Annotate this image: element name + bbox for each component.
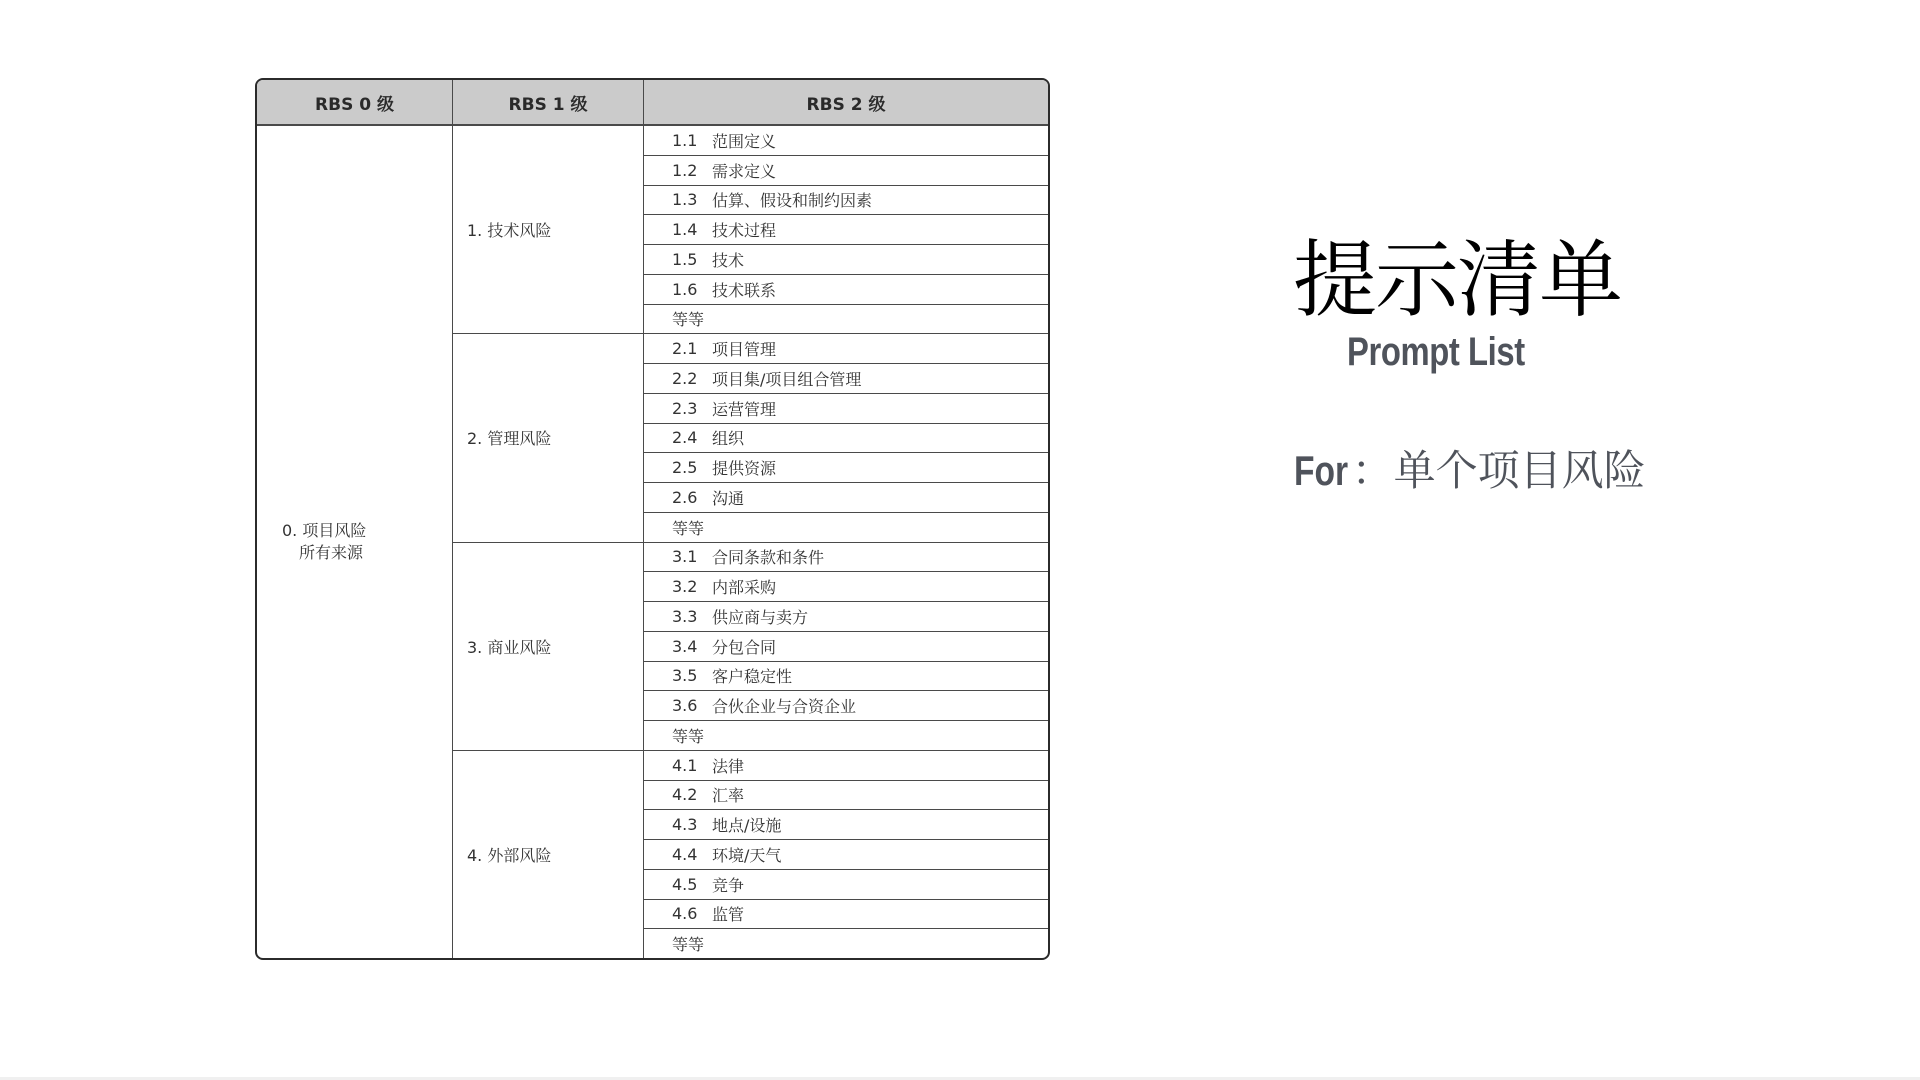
rbs2-row [644, 602, 1048, 632]
rbs0-label-line1: 0. 项目风险 [282, 521, 367, 540]
page-subtitle-en: Prompt List [1347, 330, 1525, 374]
row-number: 1.6 [672, 279, 698, 299]
scope-text: 单个项目风险 [1393, 446, 1646, 495]
rbs2-row [644, 186, 1048, 216]
rbs2-row-etc [644, 305, 1048, 335]
rbs2-row [644, 572, 1048, 602]
row-number: 3.5 [672, 666, 698, 686]
header-rbs2: RBS 2 级 [643, 80, 1048, 126]
rbs0-cell [257, 126, 452, 958]
row-number: 3.1 [672, 547, 698, 567]
rbs2-row [644, 394, 1048, 424]
rbs2-row [644, 543, 1048, 573]
page-title: 提示清单 [1293, 231, 1622, 329]
rbs2-row [644, 870, 1048, 900]
row-text: 需求定义 [712, 161, 777, 181]
header-rbs0: RBS 0 级 [257, 80, 452, 126]
row-text: 分包合同 [712, 637, 777, 657]
rbs2-row [644, 840, 1048, 870]
rbs2-row [644, 453, 1048, 483]
row-text: 环境/天气 [712, 845, 782, 865]
row-number: 2.3 [672, 398, 698, 418]
rbs1-group-commercial: 3. 商业风险 [453, 543, 643, 751]
rbs2-row [644, 424, 1048, 454]
row-text: 监管 [712, 905, 745, 925]
row-text: 等等 [672, 935, 705, 955]
row-number: 3.3 [672, 606, 698, 626]
row-number: 2.1 [672, 339, 698, 359]
rbs1-group-technical: 1. 技术风险 [453, 126, 643, 334]
rbs2-row [644, 334, 1048, 364]
row-number: 1.3 [672, 190, 698, 210]
rbs2-row [644, 483, 1048, 513]
row-text: 沟通 [712, 488, 745, 508]
rbs2-row [644, 245, 1048, 275]
scope-separator: ： [1351, 446, 1394, 495]
rbs-table [255, 78, 1050, 960]
row-number: 4.3 [672, 815, 698, 835]
rbs2-row [644, 156, 1048, 186]
row-number: 2.2 [672, 368, 698, 388]
row-text: 合同条款和条件 [712, 548, 825, 568]
row-text: 技术 [712, 250, 745, 270]
rbs2-row [644, 126, 1048, 156]
header-rbs1: RBS 1 级 [452, 80, 643, 126]
row-number: 2.5 [672, 458, 698, 478]
row-text: 等等 [672, 310, 705, 330]
scope-prefix: For [1294, 447, 1349, 494]
row-text: 范围定义 [712, 131, 777, 151]
row-number: 4.1 [672, 755, 698, 775]
row-number: 4.5 [672, 874, 698, 894]
row-number: 3.4 [672, 636, 698, 656]
row-text: 汇率 [712, 786, 745, 806]
row-text: 供应商与卖方 [712, 607, 809, 627]
row-text: 项目管理 [712, 340, 777, 360]
row-text: 运营管理 [712, 399, 777, 419]
rbs2-row-etc [644, 513, 1048, 543]
row-number: 2.6 [672, 487, 698, 507]
rbs2-column [643, 126, 1048, 958]
rbs2-row [644, 275, 1048, 305]
row-text: 项目集/项目组合管理 [712, 369, 862, 389]
row-number: 1.5 [672, 249, 698, 269]
row-number: 2.4 [672, 428, 698, 448]
rbs2-row-etc [644, 721, 1048, 751]
rbs2-row [644, 662, 1048, 692]
row-number: 4.4 [672, 844, 698, 864]
rbs1-group-management: 2. 管理风险 [453, 334, 643, 542]
rbs2-row-etc [644, 929, 1048, 958]
rbs1-group-external: 4. 外部风险 [467, 845, 552, 865]
row-number: 3.6 [672, 696, 698, 716]
rbs2-row [644, 632, 1048, 662]
row-text: 技术联系 [712, 280, 777, 300]
row-text: 内部采购 [712, 578, 777, 598]
rbs2-row [644, 215, 1048, 245]
row-text: 等等 [672, 518, 705, 538]
row-text: 等等 [672, 726, 705, 746]
row-number: 1.4 [672, 220, 698, 240]
rbs2-row [644, 781, 1048, 811]
row-text: 技术过程 [712, 221, 777, 241]
row-text: 法律 [712, 756, 745, 776]
rbs2-row [644, 691, 1048, 721]
row-number: 3.2 [672, 577, 698, 597]
row-number: 4.2 [672, 785, 698, 805]
row-text: 组织 [712, 429, 745, 449]
row-text: 地点/设施 [712, 816, 782, 836]
row-number: 4.6 [672, 904, 698, 924]
rbs2-row [644, 364, 1048, 394]
row-number: 1.1 [672, 130, 698, 150]
row-number: 1.2 [672, 160, 698, 180]
rbs1-column [452, 126, 643, 958]
rbs2-row [644, 751, 1048, 781]
scope-line [1294, 446, 1646, 495]
rbs0-label-line2: 所有来源 [299, 543, 364, 562]
row-text: 客户稳定性 [712, 667, 793, 687]
rbs2-row [644, 810, 1048, 840]
rbs2-row [644, 900, 1048, 930]
row-text: 估算、假设和制约因素 [712, 191, 873, 211]
row-text: 提供资源 [712, 459, 777, 479]
row-text: 竞争 [712, 875, 745, 895]
row-text: 合伙企业与合资企业 [712, 697, 857, 717]
